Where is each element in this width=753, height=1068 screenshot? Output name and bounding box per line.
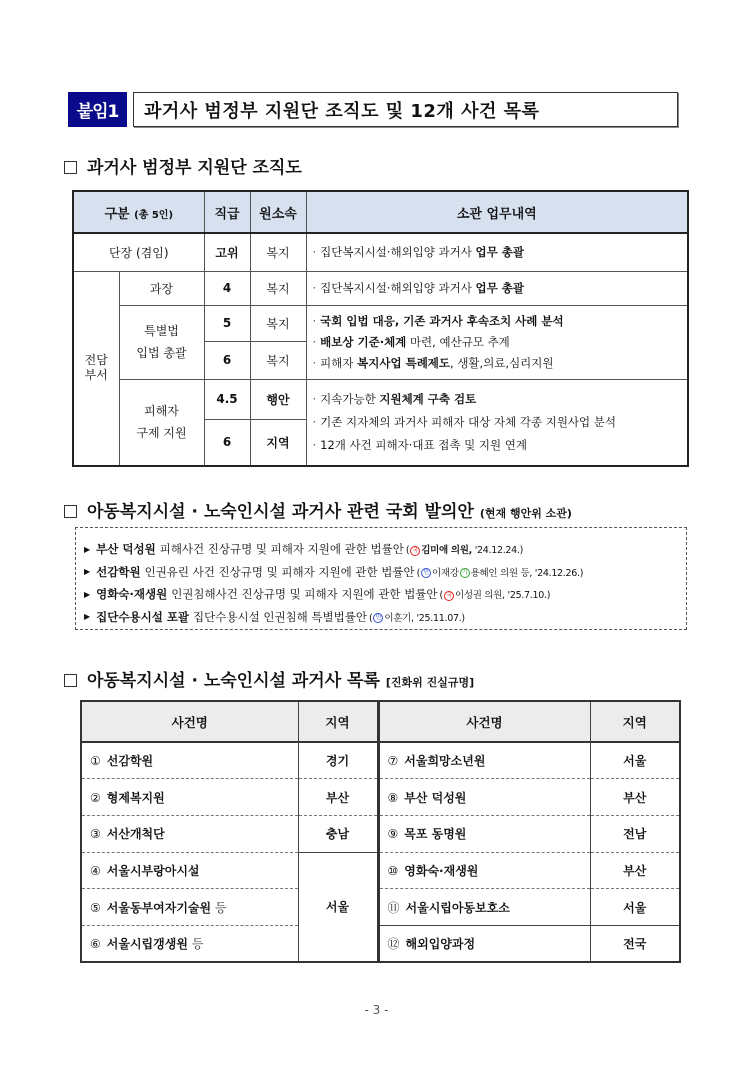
role-cell: 특별법 입법 총괄 xyxy=(119,305,204,379)
duty-cell: · 지속가능한 지원체계 구축 검토 · 기존 지자체의 과거사 피해자 대상 자체 각종 지원사업 분석 · 12개 사건 피해자·대표 접촉 및 지원 연계 xyxy=(306,379,688,466)
page-number: - 3 - xyxy=(364,1003,389,1017)
list-item-bill xyxy=(84,538,686,561)
table-header-row xyxy=(73,191,688,233)
attachment-badge: 붙임1 xyxy=(68,92,127,127)
title-text: 과거사 범정부 지원단 조직도 및 12개 사건 목록 xyxy=(133,92,678,127)
bill-title: 선감학원 xyxy=(96,564,141,579)
case-name: ⑨ 목포 동명원 xyxy=(378,815,590,852)
case-name: ④ 서울시부랑아시설 xyxy=(81,852,298,889)
grade-cell: 6 xyxy=(204,341,250,379)
case-region: 부산 xyxy=(298,779,378,816)
bill-meta: ( 민 이재강 기 용혜인 의원 등, '24.12.26.) xyxy=(416,567,584,579)
org-chart-table xyxy=(72,190,689,467)
table-row-manager xyxy=(73,271,688,305)
case-region: 경기 xyxy=(298,742,378,779)
case-region: 충남 xyxy=(298,815,378,852)
bill-title: 집단수용시설 포괄 xyxy=(96,609,190,624)
table-row-victim-support-1 xyxy=(73,379,688,419)
origin-cell: 복지 xyxy=(250,271,306,305)
case-region: 부산 xyxy=(590,779,680,816)
bill-meta: ( 민 이훈기, '25.11.07.) xyxy=(368,612,465,624)
triangle-bullet-icon: ▶ xyxy=(84,589,91,599)
origin-cell: 행안 xyxy=(250,379,306,419)
list-item-bill xyxy=(84,561,686,584)
case-region: 서울 xyxy=(590,742,680,779)
table-row xyxy=(81,852,680,889)
list-item-bill xyxy=(84,583,686,606)
duty-cell: · 집단복지시설·해외입양 과거사 업무 총괄 xyxy=(306,271,688,305)
party-dp-icon: 민 xyxy=(373,613,383,623)
grade-cell: 4 xyxy=(204,271,250,305)
case-name: ⑧ 부산 덕성원 xyxy=(378,779,590,816)
origin-cell: 복지 xyxy=(250,305,306,341)
table-header-row xyxy=(81,701,680,742)
triangle-bullet-icon: ▶ xyxy=(84,612,91,622)
origin-cell: 복지 xyxy=(250,233,306,271)
checkbox-bullet-icon xyxy=(64,161,77,174)
grade-cell: 5 xyxy=(204,305,250,341)
header-region: 지역 xyxy=(590,701,680,742)
dept-label-cell: 전담 부서 xyxy=(73,271,119,466)
section-heading-bills xyxy=(64,497,572,522)
case-name: ⑤ 서울동부여자기술원 등 xyxy=(81,889,298,926)
duty-cell: · 집단복지시설·해외입양 과거사 업무 총괄 xyxy=(306,233,688,271)
header-grade: 직급 xyxy=(204,191,250,233)
section-heading-org-chart xyxy=(64,153,302,178)
case-name: ⑪ 서울시립아동보호소 xyxy=(378,889,590,926)
table-row xyxy=(81,815,680,852)
triangle-bullet-icon: ▶ xyxy=(84,567,91,577)
header-region: 지역 xyxy=(298,701,378,742)
grade-cell: 6 xyxy=(204,419,250,466)
case-region-merged: 서울 xyxy=(298,852,378,962)
bill-desc: 집단수용시설 인권침해 특별법률안 xyxy=(193,609,367,624)
header-case-name: 사건명 xyxy=(378,701,590,742)
division-cell: 단장 (겸임) xyxy=(73,233,204,271)
bills-box xyxy=(75,527,687,630)
case-name: ⑩ 영화숙·재생원 xyxy=(378,852,590,889)
document-title xyxy=(68,92,678,127)
case-region: 부산 xyxy=(590,852,680,889)
list-item-bill xyxy=(84,606,686,629)
header-division: 구분 (총 5인) xyxy=(73,191,204,233)
triangle-bullet-icon: ▶ xyxy=(84,544,91,554)
case-region: 서울 xyxy=(590,889,680,926)
case-region: 전남 xyxy=(590,815,680,852)
bill-meta: ( 국 김미애 의원, '24.12.24.) xyxy=(405,545,524,557)
section-heading-cases xyxy=(64,666,474,691)
cases-table xyxy=(80,700,681,963)
section-title: 아동복지시설 · 노숙인시설 과거사 목록 xyxy=(87,671,380,691)
table-row xyxy=(81,889,680,926)
bill-meta: ( 국 이성권 의원, '25.7.10.) xyxy=(439,590,551,602)
case-region: 전국 xyxy=(590,925,680,962)
bill-desc: 피해사건 진상규명 및 피해자 지원에 관한 법률안 xyxy=(159,542,404,557)
table-row xyxy=(81,779,680,816)
section-subtitle: [진화위 진실규명] xyxy=(385,676,475,689)
party-dp-icon: 민 xyxy=(421,568,431,578)
table-row-special-law-1 xyxy=(73,305,688,341)
case-name: ③ 서산개척단 xyxy=(81,815,298,852)
table-row xyxy=(81,742,680,779)
header-origin: 원소속 xyxy=(250,191,306,233)
case-name: ② 형제복지원 xyxy=(81,779,298,816)
case-name: ① 선감학원 xyxy=(81,742,298,779)
case-name: ⑥ 서울시립갱생원 등 xyxy=(81,925,298,962)
case-name: ⑦ 서울희망소년원 xyxy=(378,742,590,779)
bill-desc: 인권침해사건 진상규명 및 피해자 지원에 관한 법률안 xyxy=(171,587,438,602)
grade-cell: 고위 xyxy=(204,233,250,271)
section-title: 아동복지시설 · 노숙인시설 과거사 관련 국회 발의안 xyxy=(87,502,474,522)
party-pp-icon: 국 xyxy=(410,546,420,556)
origin-cell: 복지 xyxy=(250,341,306,379)
table-row xyxy=(81,925,680,962)
section-subtitle: (현재 행안위 소관) xyxy=(479,507,572,520)
bill-desc: 인권유린 사건 진상규명 및 피해자 지원에 관한 법률안 xyxy=(144,564,415,579)
case-name: ⑫ 해외입양과정 xyxy=(378,925,590,962)
grade-cell: 4.5 xyxy=(204,379,250,419)
bill-title: 영화숙·재생원 xyxy=(96,587,168,602)
role-cell: 과장 xyxy=(119,271,204,305)
checkbox-bullet-icon xyxy=(64,505,77,518)
header-case-name: 사건명 xyxy=(81,701,298,742)
bill-title: 부산 덕성원 xyxy=(96,542,156,557)
checkbox-bullet-icon xyxy=(64,674,77,687)
party-basic-income-icon: 기 xyxy=(460,568,470,578)
section-title: 과거사 범정부 지원단 조직도 xyxy=(87,158,302,178)
header-duties: 소관 업무내역 xyxy=(306,191,688,233)
party-pp-icon: 국 xyxy=(444,591,454,601)
origin-cell: 지역 xyxy=(250,419,306,466)
role-cell: 피해자 구제 지원 xyxy=(119,379,204,466)
duty-cell: · 국회 입법 대응, 기존 과거사 후속조치 사례 분석 · 배보상 기준·체계 마련, 예산규모 추계 · 피해자 복지사업 특례제도, 생활,의료,심리지원 xyxy=(306,305,688,379)
table-row-head xyxy=(73,233,688,271)
